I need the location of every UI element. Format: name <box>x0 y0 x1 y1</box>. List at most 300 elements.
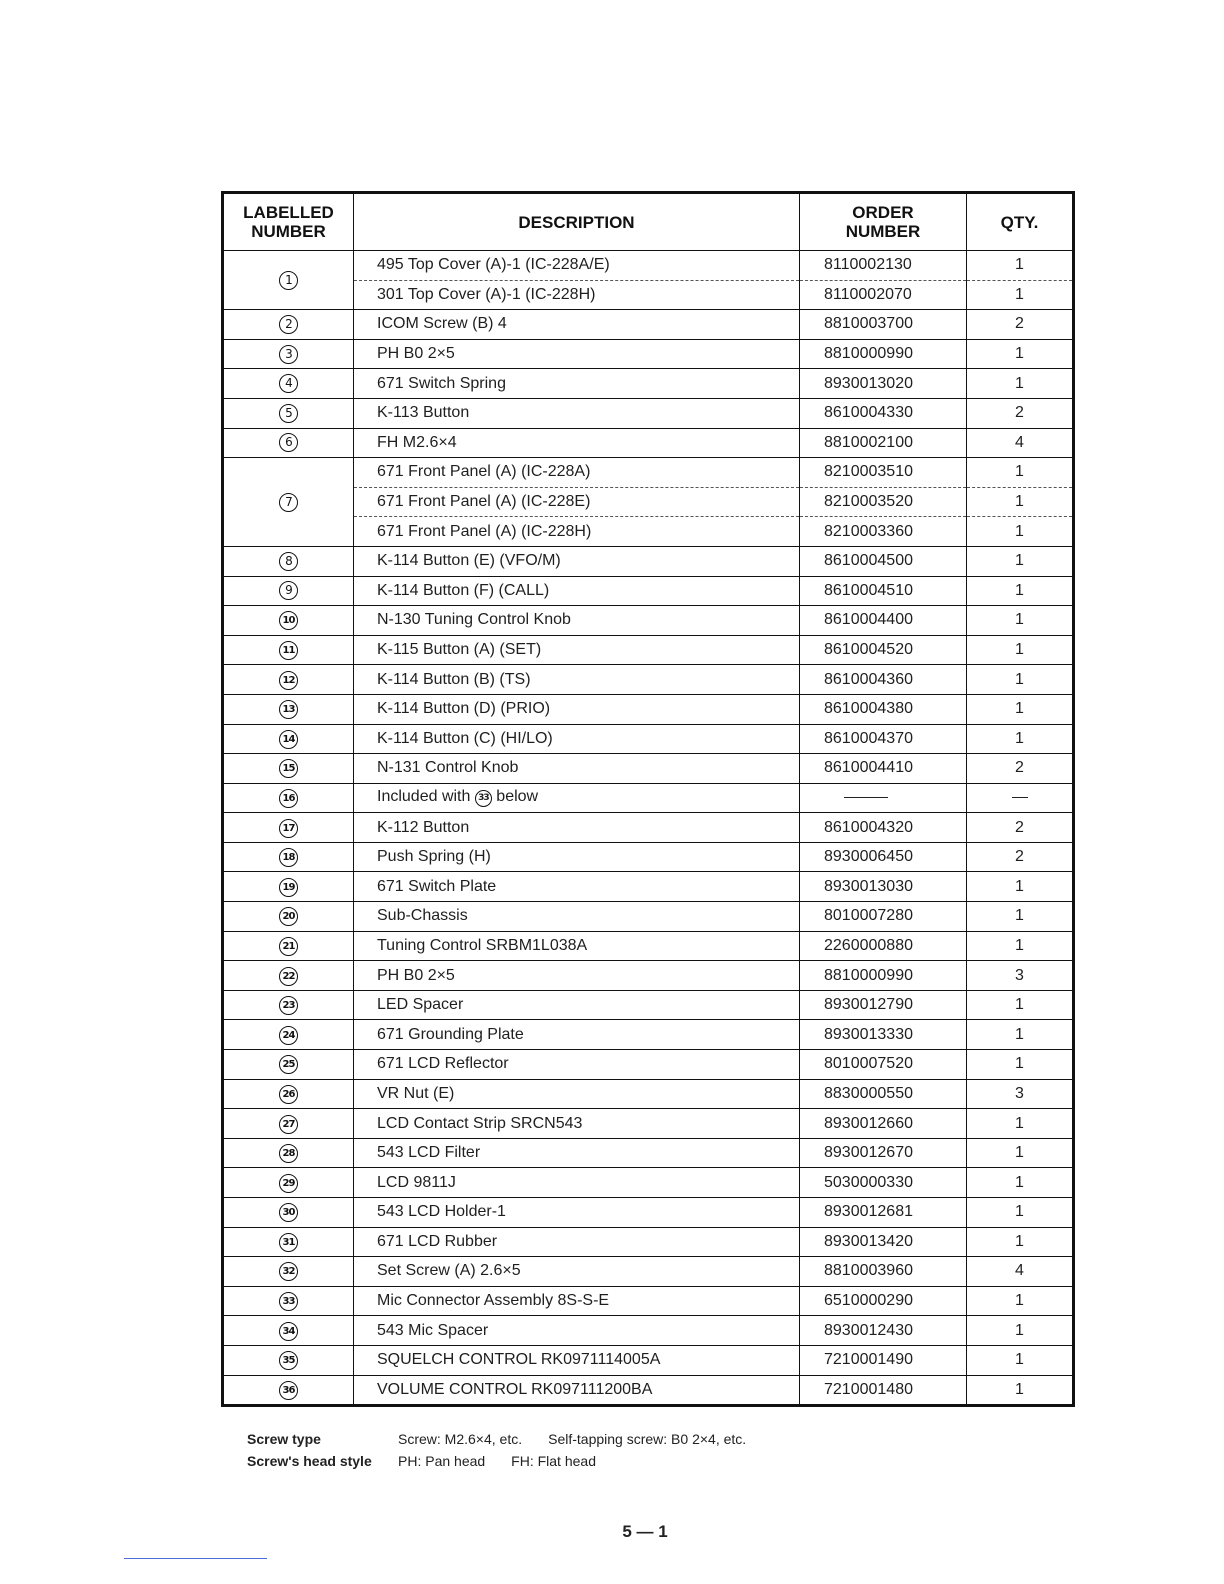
labelled-number: 7 <box>279 493 298 512</box>
description-cell <box>354 813 800 843</box>
qty-cell <box>967 635 1074 665</box>
labelled-number-cell <box>223 724 354 754</box>
labelled-number-cell <box>223 754 354 784</box>
table-row <box>223 1050 1074 1080</box>
part-description: Included with <box>377 788 471 806</box>
description-cell <box>354 458 800 488</box>
order-number-cell <box>800 398 967 428</box>
part-description: 543 LCD Holder-1 <box>377 1203 506 1221</box>
order-number-cell <box>800 517 967 547</box>
table-row <box>223 1227 1074 1257</box>
quantity: 1 <box>1015 1114 1024 1132</box>
order-number-cell <box>800 1050 967 1080</box>
order-number-cell <box>800 990 967 1020</box>
qty-cell <box>967 1345 1074 1375</box>
order-number-cell <box>800 724 967 754</box>
order-number: 8930012660 <box>824 1114 913 1132</box>
order-number: 8610004320 <box>824 818 913 836</box>
quantity: 1 <box>1015 1055 1024 1073</box>
labelled-number: 29 <box>279 1174 298 1193</box>
order-number: 8610004410 <box>824 759 913 777</box>
part-description: 543 LCD Filter <box>377 1144 481 1162</box>
labelled-number-cell <box>223 1286 354 1316</box>
part-description: K-114 Button (E) (VFO/M) <box>377 552 561 570</box>
order-number-cell <box>800 961 967 991</box>
description-cell <box>354 517 800 547</box>
table-row <box>223 990 1074 1020</box>
order-number: 6510000290 <box>824 1292 913 1310</box>
description-cell <box>354 251 800 281</box>
quantity: 1 <box>1015 285 1024 303</box>
order-number-cell <box>800 1079 967 1109</box>
header-qty: QTY. <box>967 193 1074 251</box>
labelled-number: 5 <box>279 404 298 423</box>
part-description: LCD 9811J <box>377 1173 456 1191</box>
quantity: 1 <box>1015 936 1024 954</box>
description-cell <box>354 931 800 961</box>
part-description: 671 Front Panel (A) (IC-228A) <box>377 463 591 481</box>
header-labelled-number-line2: NUMBER <box>251 222 326 241</box>
order-number: 8610004400 <box>824 611 913 629</box>
labelled-number: 26 <box>279 1085 298 1104</box>
footer-rule <box>124 1558 267 1559</box>
qty-cell <box>967 961 1074 991</box>
quantity: 1 <box>1015 611 1024 629</box>
table-row <box>223 1020 1074 1050</box>
quantity: 4 <box>1015 433 1024 451</box>
table-row <box>223 1168 1074 1198</box>
order-number-cell <box>800 1168 967 1198</box>
quantity: 2 <box>1015 759 1024 777</box>
part-description: PH B0 2×5 <box>377 966 455 984</box>
labelled-number-cell <box>223 546 354 576</box>
order-number: 8810000990 <box>824 966 913 984</box>
labelled-number-cell <box>223 902 354 932</box>
order-number: 8930013330 <box>824 1025 913 1043</box>
header-order-number <box>800 193 967 251</box>
qty-cell <box>967 428 1074 458</box>
labelled-number: 15 <box>279 759 298 778</box>
qty-cell <box>967 1138 1074 1168</box>
not-applicable-dash <box>1012 797 1028 798</box>
labelled-number: 12 <box>279 671 298 690</box>
header-labelled-number <box>223 193 354 251</box>
header-order-number-line1: ORDER <box>852 203 914 222</box>
description-cell <box>354 1050 800 1080</box>
parts-list-table <box>221 191 1075 1407</box>
parts-table-body <box>223 251 1074 1406</box>
table-row <box>223 872 1074 902</box>
table-header-row <box>223 193 1074 251</box>
part-description: SQUELCH CONTROL RK0971114005A <box>377 1351 661 1369</box>
order-number-cell <box>800 251 967 281</box>
order-number-cell <box>800 280 967 310</box>
labelled-number: 30 <box>279 1203 298 1222</box>
order-number-cell <box>800 310 967 340</box>
description-cell <box>354 428 800 458</box>
quantity: 1 <box>1015 552 1024 570</box>
qty-cell <box>967 1286 1074 1316</box>
order-number-cell <box>800 1345 967 1375</box>
labelled-number: 25 <box>279 1055 298 1074</box>
order-number-cell <box>800 458 967 488</box>
part-description: K-113 Button <box>377 404 470 422</box>
order-number: 8110002130 <box>824 256 912 274</box>
description-cell <box>354 1375 800 1406</box>
quantity: 1 <box>1015 641 1024 659</box>
labelled-number: 17 <box>279 819 298 838</box>
order-number: 8610004510 <box>824 581 913 599</box>
description-cell <box>354 1109 800 1139</box>
reference-number: 33 <box>475 790 492 807</box>
qty-cell <box>967 1079 1074 1109</box>
labelled-number-cell <box>223 1168 354 1198</box>
order-number: 8210003510 <box>824 463 913 481</box>
order-number-cell <box>800 1227 967 1257</box>
header-description: DESCRIPTION <box>354 193 800 251</box>
quantity: 1 <box>1015 522 1024 540</box>
labelled-number-cell <box>223 990 354 1020</box>
qty-cell <box>967 1198 1074 1228</box>
labelled-number-cell <box>223 1079 354 1109</box>
header-order-number-line2: NUMBER <box>845 222 921 241</box>
screw-type-note <box>247 1430 746 1452</box>
part-description: 671 Switch Plate <box>377 877 497 895</box>
labelled-number-cell <box>223 635 354 665</box>
labelled-number-cell <box>223 1257 354 1287</box>
labelled-number-cell <box>223 872 354 902</box>
description-cell <box>354 487 800 517</box>
order-number: 8930012670 <box>824 1144 913 1162</box>
labelled-number: 10 <box>279 611 298 630</box>
labelled-number: 22 <box>279 967 298 986</box>
labelled-number: 18 <box>279 848 298 867</box>
part-description: Mic Connector Assembly 8S-S-E <box>377 1292 610 1310</box>
labelled-number-cell <box>223 369 354 399</box>
order-number: 2260000880 <box>824 936 913 954</box>
labelled-number: 3 <box>279 345 298 364</box>
description-cell <box>354 754 800 784</box>
labelled-number: 24 <box>279 1026 298 1045</box>
quantity: 1 <box>1015 1173 1024 1191</box>
order-number: 8810000990 <box>824 345 913 363</box>
part-description: 671 LCD Reflector <box>377 1055 509 1073</box>
labelled-number: 21 <box>279 937 298 956</box>
labelled-number-cell <box>223 458 354 547</box>
qty-cell <box>967 724 1074 754</box>
part-description: FH M2.6×4 <box>377 433 457 451</box>
order-number: 7210001480 <box>824 1380 913 1398</box>
qty-cell <box>967 783 1074 813</box>
description-cell <box>354 1079 800 1109</box>
labelled-number-cell <box>223 1020 354 1050</box>
qty-cell <box>967 665 1074 695</box>
order-number: 8610004500 <box>824 552 913 570</box>
labelled-number: 13 <box>279 700 298 719</box>
table-row <box>223 665 1074 695</box>
table-row <box>223 606 1074 636</box>
order-number: 8930013020 <box>824 374 913 392</box>
description-cell <box>354 1227 800 1257</box>
qty-cell <box>967 310 1074 340</box>
quantity: 1 <box>1015 493 1024 511</box>
labelled-number-cell <box>223 1138 354 1168</box>
quantity: 2 <box>1015 848 1024 866</box>
description-cell <box>354 1257 800 1287</box>
description-cell <box>354 369 800 399</box>
labelled-number: 33 <box>279 1292 298 1311</box>
order-number: 8610004380 <box>824 700 913 718</box>
qty-cell <box>967 1050 1074 1080</box>
part-description: 543 Mic Spacer <box>377 1321 489 1339</box>
description-cell <box>354 606 800 636</box>
qty-cell <box>967 576 1074 606</box>
table-row <box>223 813 1074 843</box>
order-number-cell <box>800 1198 967 1228</box>
part-description: K-114 Button (D) (PRIO) <box>377 700 551 718</box>
part-description: ICOM Screw (B) 4 <box>377 315 507 333</box>
order-number-cell <box>800 576 967 606</box>
description-cell <box>354 1020 800 1050</box>
order-number-cell <box>800 665 967 695</box>
order-number-cell <box>800 1257 967 1287</box>
description-cell <box>354 665 800 695</box>
labelled-number: 31 <box>279 1233 298 1252</box>
table-row <box>223 842 1074 872</box>
quantity: 2 <box>1015 818 1024 836</box>
quantity: 1 <box>1015 1025 1024 1043</box>
labelled-number-cell <box>223 961 354 991</box>
labelled-number-cell <box>223 1345 354 1375</box>
header-labelled-number-line1: LABELLED <box>243 203 334 222</box>
quantity: 1 <box>1015 1144 1024 1162</box>
part-description: VR Nut (E) <box>377 1084 455 1102</box>
description-cell <box>354 1286 800 1316</box>
order-number: 8110002070 <box>824 285 912 303</box>
table-row <box>223 339 1074 369</box>
description-cell <box>354 576 800 606</box>
description-cell <box>354 1198 800 1228</box>
order-number: 8810003960 <box>824 1262 913 1280</box>
labelled-number: 35 <box>279 1351 298 1370</box>
qty-cell <box>967 369 1074 399</box>
order-number-cell <box>800 872 967 902</box>
part-description: 671 Front Panel (A) (IC-228E) <box>377 493 591 511</box>
order-number-cell <box>800 1138 967 1168</box>
table-row <box>223 931 1074 961</box>
quantity: 1 <box>1015 581 1024 599</box>
table-row <box>223 902 1074 932</box>
table-row <box>223 1345 1074 1375</box>
labelled-number-cell <box>223 1109 354 1139</box>
screw-type-value-2: Self-tapping screw: B0 2×4, etc. <box>548 1431 747 1447</box>
qty-cell <box>967 251 1074 281</box>
qty-cell <box>967 280 1074 310</box>
part-description: Tuning Control SRBM1L038A <box>377 936 588 954</box>
order-number: 8210003360 <box>824 522 913 540</box>
description-cell <box>354 783 800 813</box>
qty-cell <box>967 1316 1074 1346</box>
labelled-number: 9 <box>279 581 298 600</box>
table-row <box>223 1079 1074 1109</box>
quantity: 3 <box>1015 966 1024 984</box>
order-number-cell <box>800 1020 967 1050</box>
description-cell <box>354 1138 800 1168</box>
order-number-cell <box>800 369 967 399</box>
screw-type-label: Screw type <box>247 1431 321 1447</box>
qty-cell <box>967 606 1074 636</box>
order-number-cell <box>800 487 967 517</box>
labelled-number: 34 <box>279 1322 298 1341</box>
part-description: VOLUME CONTROL RK097111200BA <box>377 1380 653 1398</box>
order-number-cell <box>800 606 967 636</box>
table-row <box>223 369 1074 399</box>
qty-cell <box>967 458 1074 488</box>
labelled-number: 23 <box>279 996 298 1015</box>
labelled-number-cell <box>223 398 354 428</box>
description-cell <box>354 902 800 932</box>
order-number-cell <box>800 1109 967 1139</box>
part-description: 495 Top Cover (A)-1 (IC-228A/E) <box>377 256 610 274</box>
order-number-cell <box>800 931 967 961</box>
labelled-number: 16 <box>279 789 298 808</box>
labelled-number-cell <box>223 1050 354 1080</box>
order-number-cell <box>800 428 967 458</box>
description-cell <box>354 398 800 428</box>
quantity: 1 <box>1015 1292 1024 1310</box>
screw-type-value-1: Screw: M2.6×4, etc. <box>398 1431 523 1447</box>
labelled-number: 32 <box>279 1262 298 1281</box>
order-number-cell <box>800 1375 967 1406</box>
order-number: 8610004520 <box>824 641 913 659</box>
order-number: 8930006450 <box>824 848 913 866</box>
table-row <box>223 724 1074 754</box>
order-number: 8930012790 <box>824 996 913 1014</box>
qty-cell <box>967 902 1074 932</box>
labelled-number-cell <box>223 1316 354 1346</box>
description-cell <box>354 310 800 340</box>
labelled-number: 11 <box>279 641 298 660</box>
part-description: LED Spacer <box>377 996 464 1014</box>
labelled-number-cell <box>223 339 354 369</box>
table-row <box>223 310 1074 340</box>
labelled-number-cell <box>223 665 354 695</box>
labelled-number: 19 <box>279 878 298 897</box>
quantity: 1 <box>1015 1232 1024 1250</box>
quantity: 4 <box>1015 1262 1024 1280</box>
labelled-number: 28 <box>279 1144 298 1163</box>
table-row <box>223 1375 1074 1406</box>
description-cell <box>354 339 800 369</box>
quantity: 2 <box>1015 315 1024 333</box>
quantity: 1 <box>1015 700 1024 718</box>
description-cell <box>354 546 800 576</box>
quantity: 1 <box>1015 877 1024 895</box>
table-row <box>223 576 1074 606</box>
order-number: 8610004330 <box>824 404 913 422</box>
qty-cell <box>967 1257 1074 1287</box>
labelled-number-cell <box>223 310 354 340</box>
qty-cell <box>967 754 1074 784</box>
order-number-cell <box>800 813 967 843</box>
part-description: 671 Grounding Plate <box>377 1025 524 1043</box>
part-description: 671 Front Panel (A) (IC-228H) <box>377 522 592 540</box>
table-row <box>223 1257 1074 1287</box>
description-cell <box>354 724 800 754</box>
part-description: N-131 Control Knob <box>377 759 519 777</box>
table-row <box>223 1109 1074 1139</box>
description-cell <box>354 872 800 902</box>
quantity: 1 <box>1015 729 1024 747</box>
table-row <box>223 635 1074 665</box>
order-number: 8610004370 <box>824 729 913 747</box>
part-description: LCD Contact Strip SRCN543 <box>377 1114 583 1132</box>
labelled-number: 1 <box>279 271 298 290</box>
quantity: 1 <box>1015 1321 1024 1339</box>
qty-cell <box>967 694 1074 724</box>
order-number: 8930012430 <box>824 1321 913 1339</box>
order-number: 8010007280 <box>824 907 913 925</box>
qty-cell <box>967 990 1074 1020</box>
order-number-cell <box>800 1316 967 1346</box>
page-number: 5 — 1 <box>622 1522 668 1541</box>
part-description: Sub-Chassis <box>377 907 468 925</box>
table-row <box>223 694 1074 724</box>
head-style-label: Screw's head style <box>247 1453 372 1469</box>
table-row <box>223 783 1074 813</box>
order-number-cell <box>800 902 967 932</box>
order-number: 8210003520 <box>824 493 913 511</box>
order-number-cell <box>800 842 967 872</box>
qty-cell <box>967 487 1074 517</box>
quantity: 1 <box>1015 907 1024 925</box>
qty-cell <box>967 872 1074 902</box>
head-style-value-2: FH: Flat head <box>511 1453 596 1469</box>
labelled-number: 6 <box>279 433 298 452</box>
part-description: 671 Switch Spring <box>377 374 506 392</box>
description-cell <box>354 842 800 872</box>
labelled-number: 27 <box>279 1115 298 1134</box>
part-description: Push Spring (H) <box>377 848 491 866</box>
labelled-number: 8 <box>279 552 298 571</box>
order-number-cell <box>800 754 967 784</box>
order-number: 8830000550 <box>824 1084 913 1102</box>
labelled-number: 36 <box>279 1381 298 1400</box>
qty-cell <box>967 1020 1074 1050</box>
labelled-number-cell <box>223 783 354 813</box>
part-description: 301 Top Cover (A)-1 (IC-228H) <box>377 285 596 303</box>
labelled-number: 20 <box>279 907 298 926</box>
order-number: 5030000330 <box>824 1173 913 1191</box>
description-cell <box>354 1345 800 1375</box>
labelled-number: 2 <box>279 315 298 334</box>
quantity: 1 <box>1015 996 1024 1014</box>
part-description: K-114 Button (C) (HI/LO) <box>377 729 553 747</box>
table-row <box>223 1316 1074 1346</box>
order-number-cell <box>800 1286 967 1316</box>
quantity: 1 <box>1015 345 1024 363</box>
table-row <box>223 1286 1074 1316</box>
labelled-number-cell <box>223 251 354 310</box>
description-cell <box>354 635 800 665</box>
table-row <box>223 251 1074 281</box>
labelled-number-cell <box>223 842 354 872</box>
part-description: PH B0 2×5 <box>377 345 455 363</box>
qty-cell <box>967 398 1074 428</box>
order-number: 8010007520 <box>824 1055 913 1073</box>
labelled-number-cell <box>223 813 354 843</box>
head-style-value-1: PH: Pan head <box>398 1453 486 1469</box>
